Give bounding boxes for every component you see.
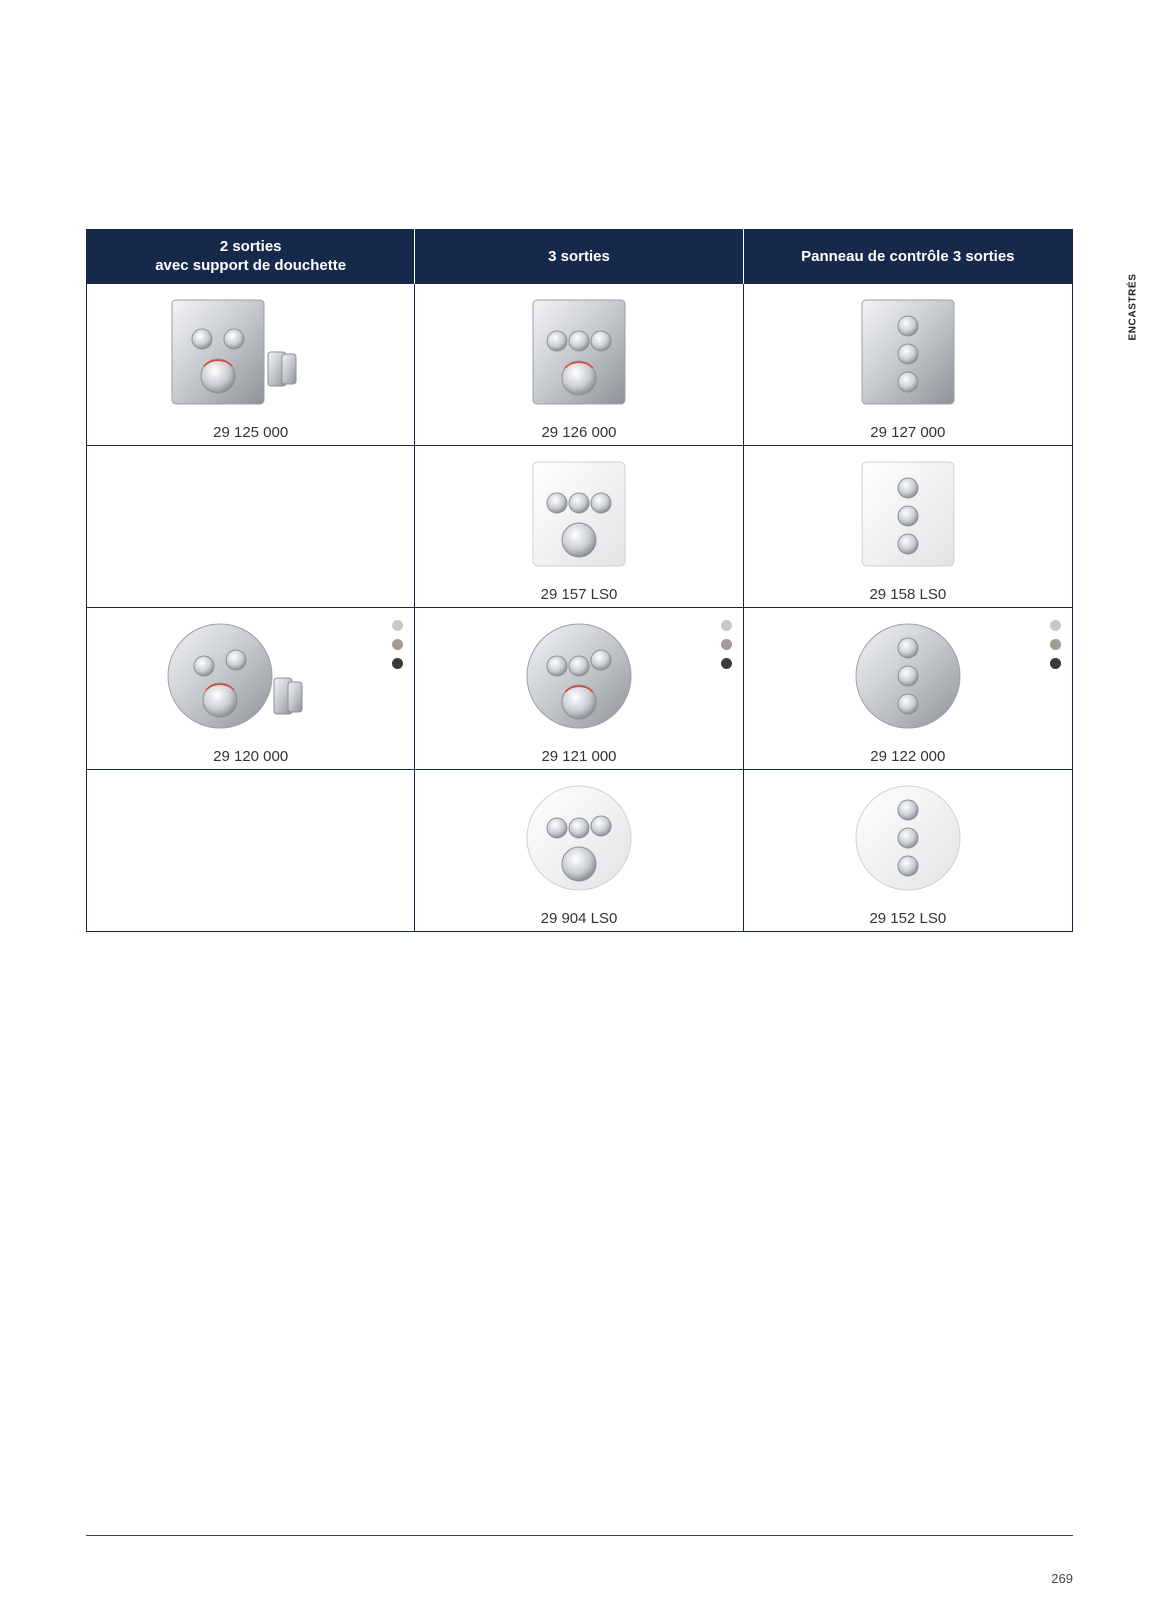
product-code: 29 121 000 [541,748,617,765]
finish-dot [1050,658,1061,669]
finish-dot [721,620,732,631]
product-code: 29 157 LS0 [540,586,618,603]
finish-color-swatches [392,620,404,677]
table-row [87,608,1073,770]
table-cell [743,608,1072,770]
header-line: avec support de douchette [155,257,347,274]
round-control-panel-image [838,618,978,734]
footer-divider [86,1535,1073,1536]
square-control-panel-white-image [838,456,978,572]
table-row [87,446,1073,608]
table-cell-empty [87,446,415,608]
product-table [86,229,1073,932]
table-cell [743,284,1072,446]
square-thermostat-3-image [509,294,649,410]
finish-dot [392,620,403,631]
round-thermostat-holder-image [164,618,314,734]
finish-dot [721,658,732,669]
table-cell [415,770,743,932]
page-number: 269 [1051,1571,1073,1586]
table-cell [87,608,415,770]
table-cell [87,284,415,446]
product-code: 29 126 000 [541,424,617,441]
finish-dot [1050,639,1061,650]
finish-dot [721,639,732,650]
finish-dot [1050,620,1061,631]
table-cell [415,284,743,446]
table-row [87,770,1073,932]
header-2-outlets-holder [87,229,415,284]
product-code: 29 904 LS0 [540,910,618,927]
square-control-panel-image [838,294,978,410]
product-code: 29 122 000 [870,748,946,765]
section-label: ENCASTRÉS [1127,273,1139,341]
header-3-outlets: 3 sorties [415,229,743,284]
square-thermostat-3-white-image [509,456,649,572]
table-cell-empty [87,770,415,932]
table-cell [415,608,743,770]
round-thermostat-3-image [509,618,649,734]
table-cell [743,770,1072,932]
product-code: 29 158 LS0 [869,586,947,603]
square-thermostat-holder-image [164,294,314,410]
table-row [87,284,1073,446]
product-code: 29 127 000 [870,424,946,441]
finish-dot [392,639,403,650]
table-header-row [87,229,1073,284]
round-thermostat-3-white-image [509,780,649,896]
finish-color-swatches [1050,620,1062,677]
finish-color-swatches [721,620,733,677]
table-cell [415,446,743,608]
finish-dot [392,658,403,669]
product-code: 29 120 000 [213,748,289,765]
product-code: 29 125 000 [213,424,289,441]
header-control-panel: Panneau de contrôle 3 sorties [743,229,1072,284]
product-code: 29 152 LS0 [869,910,947,927]
table-cell [743,446,1072,608]
round-control-panel-white-image [838,780,978,896]
header-line: 2 sorties [219,238,282,255]
